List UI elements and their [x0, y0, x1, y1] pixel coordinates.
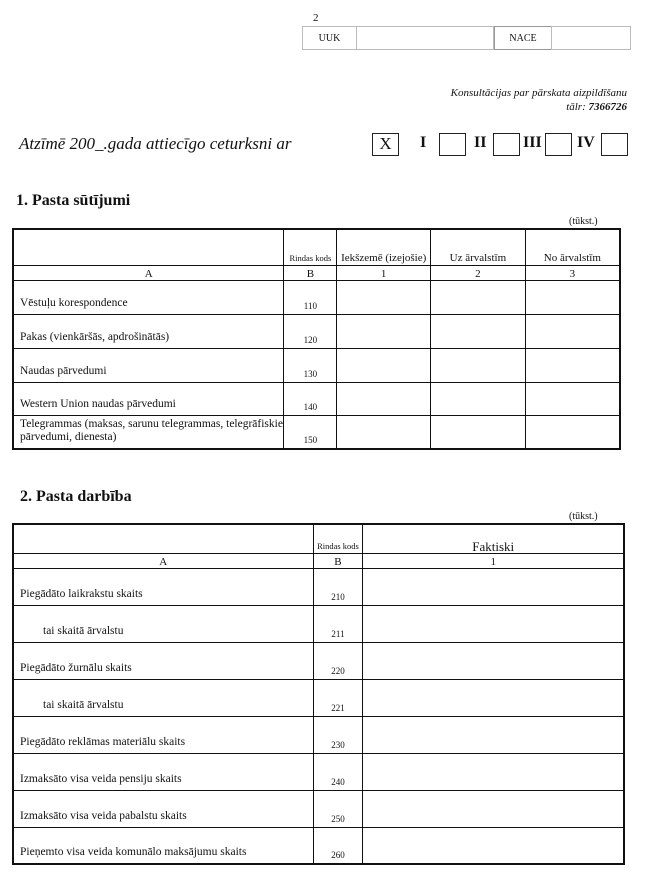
row-label: Naudas pārvedumi: [13, 348, 284, 382]
quarter-label-i: I: [420, 134, 427, 151]
row-label: Piegādāto žurnālu skaits: [13, 642, 313, 679]
index-1: 1: [363, 553, 624, 568]
nace-field[interactable]: [551, 26, 631, 50]
section1-row: [13, 415, 620, 449]
section1-row: [13, 382, 620, 415]
section2-header-row: [13, 524, 624, 553]
row-code: 221: [313, 679, 363, 716]
section2-row: [13, 753, 624, 790]
consultation-note: [451, 86, 627, 114]
to-abroad-value-cell[interactable]: [431, 280, 526, 314]
uuk-field[interactable]: [356, 26, 494, 50]
from-abroad-value-cell[interactable]: [525, 348, 620, 382]
actual-value-cell[interactable]: [363, 642, 624, 679]
to-abroad-value-cell[interactable]: [431, 415, 526, 449]
row-label: Izmaksāto visa veida pabalstu skaits: [13, 790, 313, 827]
domestic-value-cell[interactable]: [337, 314, 431, 348]
section2-unit: (tūkst.): [569, 511, 598, 522]
actual-value-cell[interactable]: [363, 605, 624, 642]
uuk-label: UUK: [302, 26, 357, 50]
row-label: Izmaksāto visa veida pensiju skaits: [13, 753, 313, 790]
quarter-label-ii: II: [474, 134, 487, 151]
actual-value-cell[interactable]: [363, 753, 624, 790]
row-label: Piegādāto laikrakstu skaits: [13, 568, 313, 605]
consultation-text: Konsultācijas par pārskata aizpildīšanu: [450, 87, 627, 99]
section2-row: [13, 679, 624, 716]
row-code: 240: [313, 753, 363, 790]
quarter-checkbox-iii[interactable]: [545, 133, 572, 156]
section2-row: [13, 605, 624, 642]
quarter-label-iv: IV: [577, 134, 595, 151]
from-abroad-value-cell[interactable]: [525, 280, 620, 314]
from-abroad-value-cell[interactable]: [525, 415, 620, 449]
from-abroad-value-cell[interactable]: [525, 382, 620, 415]
section1-row: [13, 280, 620, 314]
domestic-value-cell[interactable]: [337, 415, 431, 449]
row-label: Pakas (vienkāršās, apdrošinātās): [13, 314, 284, 348]
to-abroad-value-cell[interactable]: [431, 314, 526, 348]
index-2: 2: [431, 265, 526, 280]
header-code: Rindas kods: [313, 524, 363, 553]
quarter-checkbox-iv[interactable]: [601, 133, 628, 156]
actual-value-cell[interactable]: [363, 716, 624, 753]
row-code: 260: [313, 827, 363, 864]
row-code: 130: [284, 348, 337, 382]
row-code: 210: [313, 568, 363, 605]
row-label: Telegrammas (maksas, sarunu telegrammas, telegrāfiskie pārvedumi, dienesta): [13, 415, 284, 449]
actual-value-cell[interactable]: [363, 790, 624, 827]
index-a: A: [13, 553, 313, 568]
row-code: 120: [284, 314, 337, 348]
index-b: B: [313, 553, 363, 568]
section2-index-row: [13, 553, 624, 568]
section1-row: [13, 314, 620, 348]
actual-value-cell[interactable]: [363, 679, 624, 716]
section1-header-row: [13, 229, 620, 265]
phone-label: tālr:: [566, 101, 586, 113]
section2-row: [13, 642, 624, 679]
quarter-label-iii: III: [523, 134, 542, 151]
section2-row: [13, 716, 624, 753]
header-actual: Faktiski: [363, 524, 624, 553]
section1-table: [12, 228, 621, 450]
phone-number: 7366726: [588, 101, 627, 113]
index-b: B: [284, 265, 337, 280]
row-code: 150: [284, 415, 337, 449]
to-abroad-value-cell[interactable]: [431, 348, 526, 382]
section2-table: [12, 523, 625, 865]
index-1: 1: [337, 265, 431, 280]
nace-label: NACE: [494, 26, 552, 50]
row-label: tai skaitā ārvalstu: [13, 679, 313, 716]
header-from-abroad: No ārvalstīm: [525, 229, 620, 265]
section2-row: [13, 790, 624, 827]
row-label: Western Union naudas pārvedumi: [13, 382, 284, 415]
actual-value-cell[interactable]: [363, 827, 624, 864]
domestic-value-cell[interactable]: [337, 348, 431, 382]
row-code: 211: [313, 605, 363, 642]
header-to-abroad: Uz ārvalstīm: [431, 229, 526, 265]
consultation-phone-line: [451, 100, 627, 114]
quarter-checkbox-ii[interactable]: [493, 133, 520, 156]
header-domestic: Iekšzemē (izejošie): [337, 229, 431, 265]
row-label: Pieņemto visa veida komunālo maksājumu skaits: [13, 827, 313, 864]
row-code: 110: [284, 280, 337, 314]
row-label: Vēstuļu korespondence: [13, 280, 284, 314]
row-code: 140: [284, 382, 337, 415]
row-label: tai skaitā ārvalstu: [13, 605, 313, 642]
index-3: 3: [525, 265, 620, 280]
header-blank: [13, 229, 284, 265]
row-code: 250: [313, 790, 363, 827]
index-a: A: [13, 265, 284, 280]
section1-index-row: [13, 265, 620, 280]
domestic-value-cell[interactable]: [337, 280, 431, 314]
header-blank: [13, 524, 313, 553]
row-code: 220: [313, 642, 363, 679]
actual-value-cell[interactable]: [363, 568, 624, 605]
quarter-checkbox-i[interactable]: [439, 133, 466, 156]
header-code: Rindas kods: [284, 229, 337, 265]
section2-title: 2. Pasta darbība: [20, 488, 132, 505]
from-abroad-value-cell[interactable]: [525, 314, 620, 348]
section2-row: [13, 827, 624, 864]
row-label: Piegādāto reklāmas materiālu skaits: [13, 716, 313, 753]
to-abroad-value-cell[interactable]: [431, 382, 526, 415]
domestic-value-cell[interactable]: [337, 382, 431, 415]
example-mark-box: X: [372, 133, 399, 156]
section1-row: [13, 348, 620, 382]
section2-row: [13, 568, 624, 605]
row-code: 230: [313, 716, 363, 753]
page-number: 2: [313, 12, 319, 24]
section1-title: 1. Pasta sūtījumi: [16, 192, 131, 209]
section1-unit: (tūkst.): [569, 216, 598, 227]
quarter-instruction: Atzīmē 200_.gada attiecīgo ceturksni ar: [19, 134, 292, 153]
